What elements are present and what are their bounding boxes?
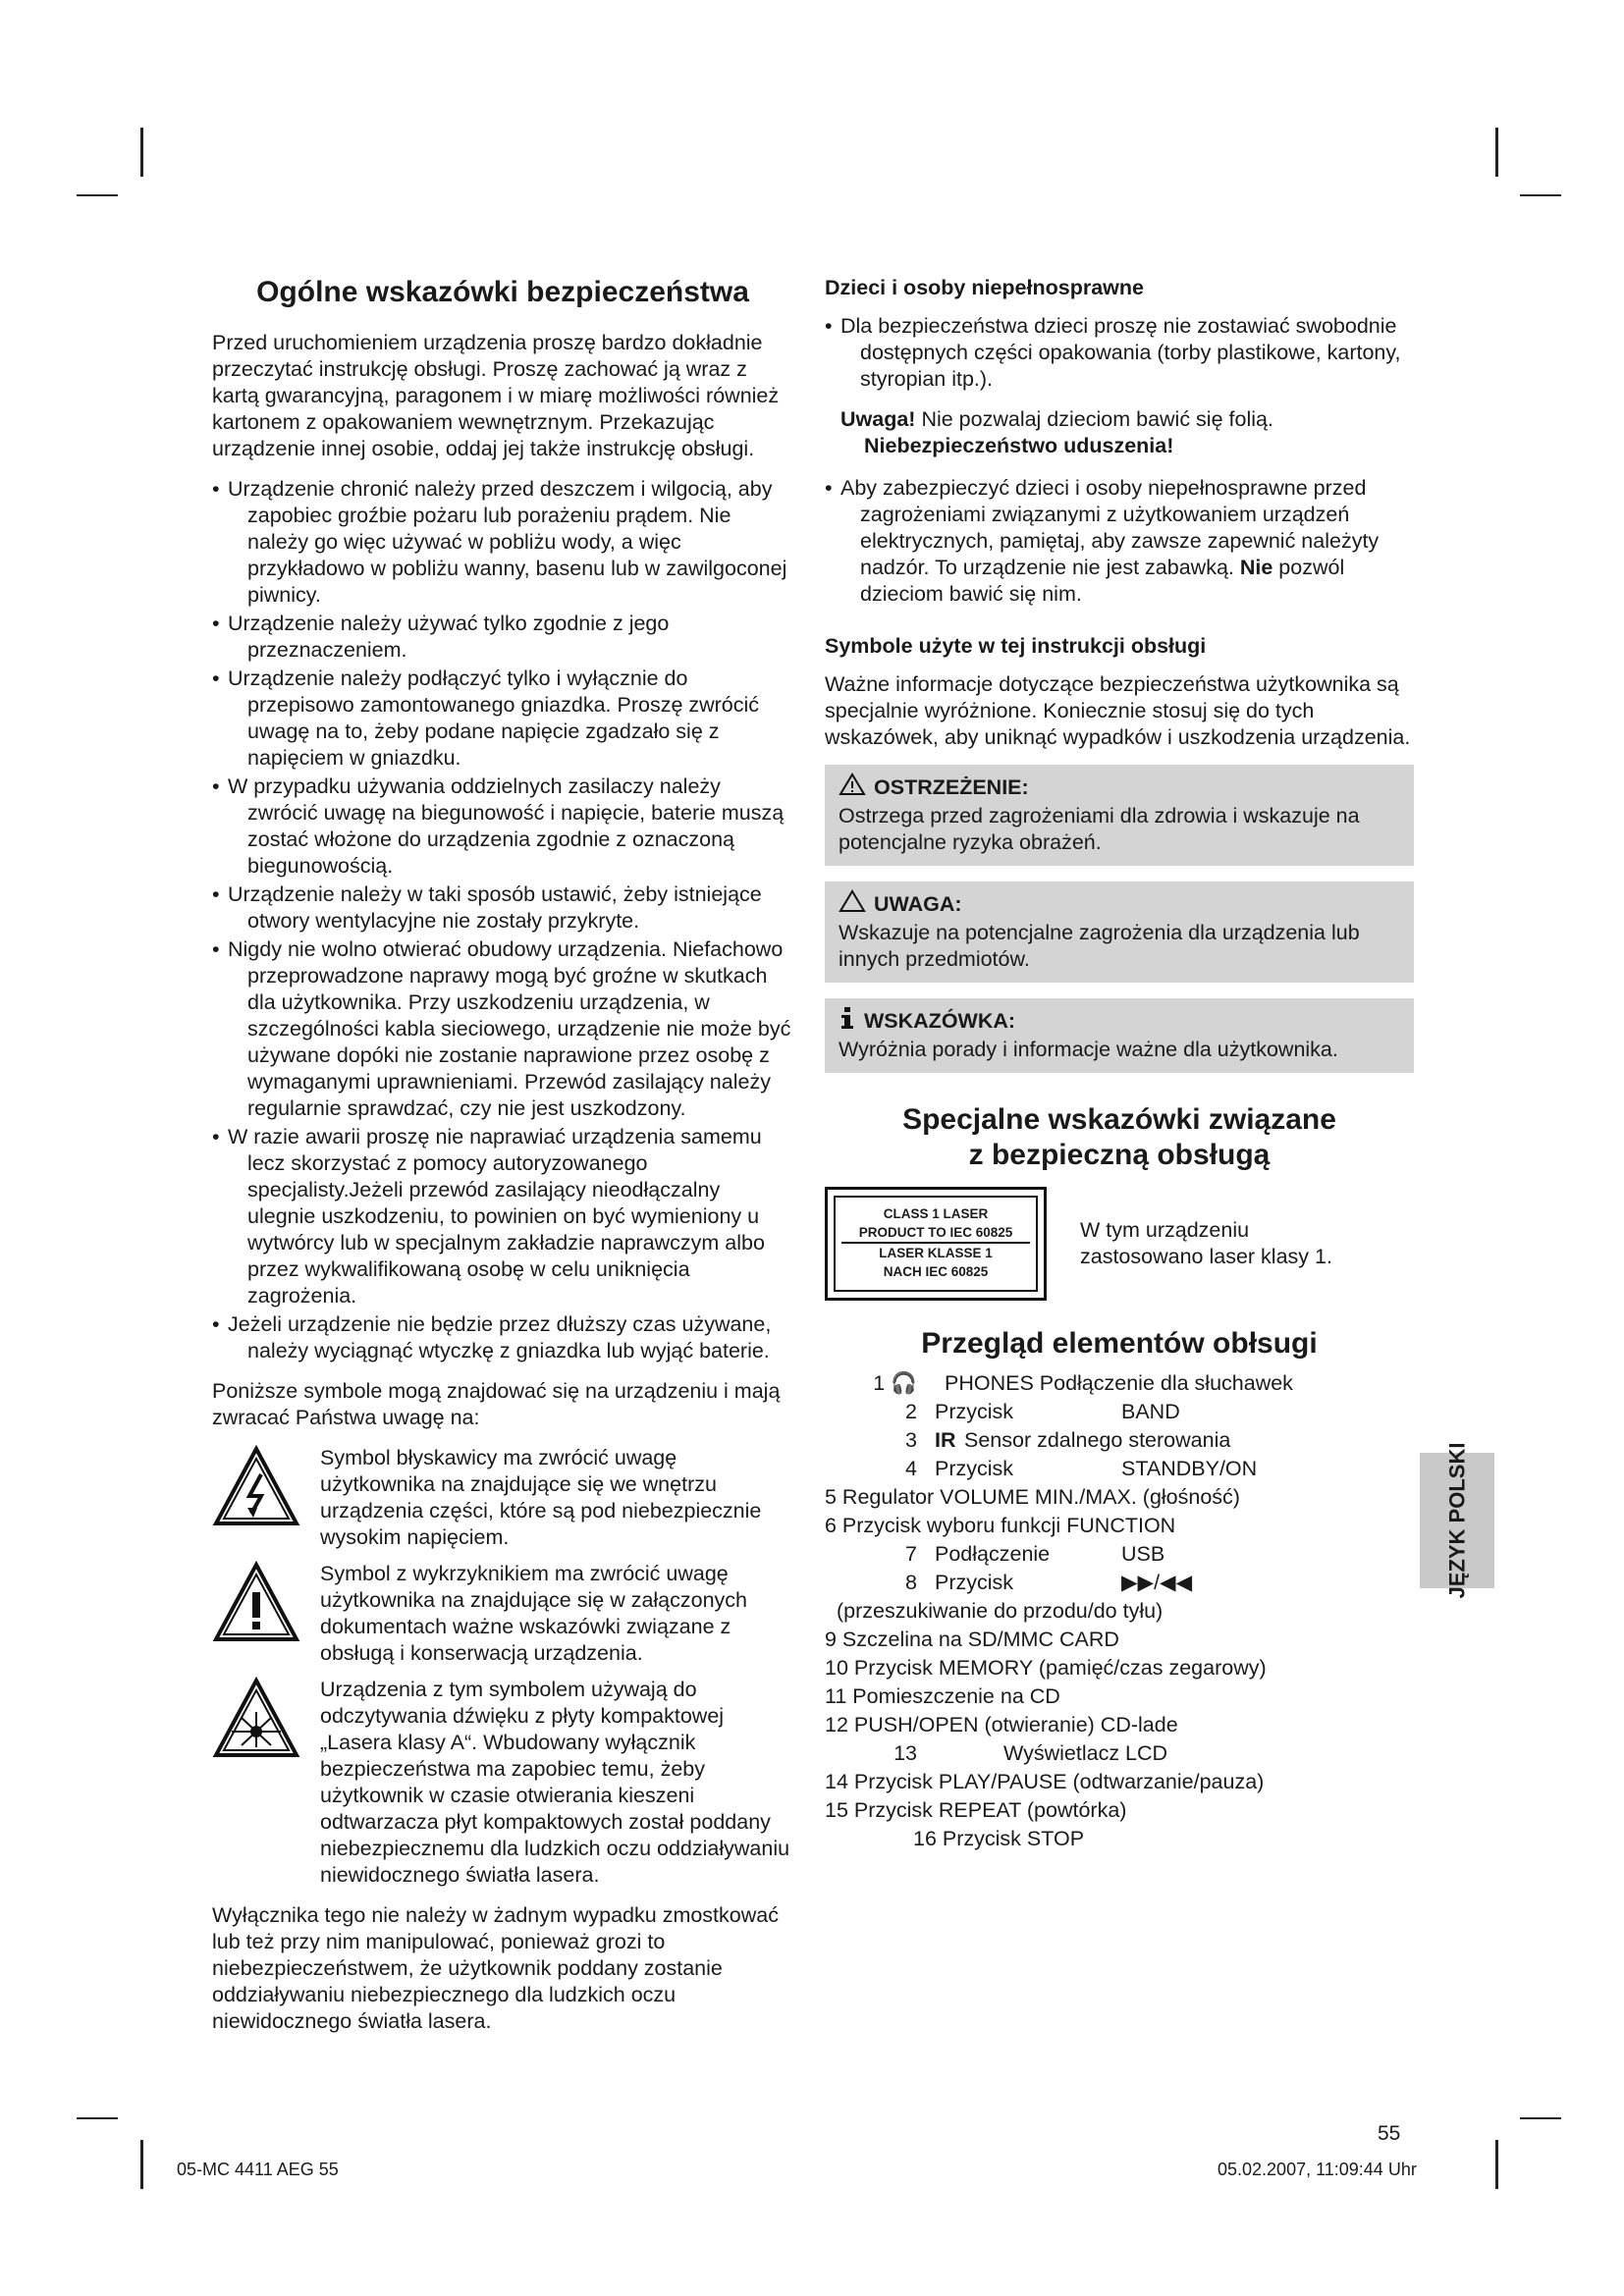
crop-mark [77,2117,118,2119]
crop-mark [77,194,118,196]
children-section-title: Dzieci i osoby niepełnosprawne [825,276,1144,299]
info-icon [839,1006,856,1037]
list-item: 9 Szczelina na SD/MMC CARD [825,1628,1119,1651]
list-item: 11 Pomieszczenie na CD [825,1684,1060,1708]
list-item: 12 PUSH/OPEN (otwieranie) CD-lade [825,1713,1178,1736]
control-number: 13 [893,1741,917,1765]
list-item: • Nigdy nie wolno otwierać obudowy urządzenia. Niefachowo przeprowadzone naprawy mogą być groźne w skutkach dla użytkownika. Przy uszkodzeniu urządzenia, w szczególności kabla sieciowego, urządzenie nie może być używane dopóki nie zostanie naprawione przez osobę z wymaganymi uprawnieniami. Przewód zasilający należy regularnie sprawdzać, czy nie jest uszkodzony. [212,936,793,1122]
bullet-end: pozwól dzieciom bawić się nim. [860,556,1345,606]
box-text: Wskazuje na potencjalne zagrożenia dla urządzenia lub innych przedmiotów. [839,921,1360,971]
list-item: 16 Przycisk STOP [913,1827,1085,1850]
page-number: 55 [1378,2122,1401,2145]
lightning-warning-icon [212,1445,300,1527]
list-item: • Dla bezpieczeństwa dzieci proszę nie zostawiać swobodnie dostępnych części opakowania (torby plastikowe, kartony, styropian itp.). [825,313,1414,393]
control-desc: USB [1121,1542,1165,1566]
list-item [825,1426,1414,1455]
bullet-text: Aby zabezpieczyć dzieci i osoby niepełnosprawne przed zagrożeniami związanymi z użytkowaniem urządzeń elektrycznych, pamiętaj, aby zawsze zapewnić należyty nadzór. To urządzenie nie jest zabawką. [840,476,1380,579]
symbol-description: Urządzenia z tym symbolem używają do odczytywania dźwięku z płyty kompaktowej „Lasera klasy A“. Wbudowany wyłącznik bezpieczeństwa ma zapobiec temu, żeby użytkownik w czasie otwierania kieszeni odtwarzacza płyt kompaktowych został poddany niebezpiecznemu dla ludzkich oczu oddziaływaniu niewidocznego światła lasera. [320,1678,790,1887]
symbol-row-exclamation [212,1561,793,1667]
list-item: • Jeżeli urządzenie nie będzie przez dłuższy czas używane, należy wyciągnąć wtyczkę z gniazdka lub wyjąć baterie. [212,1311,793,1364]
list-item: 10 Przycisk MEMORY (pamięć/czas zegarowy) [825,1656,1267,1680]
list-item: 15 Przycisk REPEAT (powtórka) [825,1798,1127,1822]
list-item: 6 Przycisk wyboru funkcji FUNCTION [825,1514,1176,1537]
box-title: WSKAZÓWKA: [864,1009,1016,1033]
language-tab [1420,1442,1494,1599]
list-item: • Urządzenie chronić należy przed deszczem i wilgocią, aby zapobiec groźbie pożaru lub porażeniu prądem. Nie należy go więc używać w pobliżu wody, a więc przykładowo w pobliżu wanny, basenu lub w zawilgoconej piwnicy. [212,476,793,609]
control-label: Przycisk [935,1400,1014,1423]
symbol-row-laser [212,1677,793,1889]
laser-label-line: CLASS 1 LASER [883,1206,989,1221]
footer-left: 05-MC 4411 AEG 55 [177,2160,339,2179]
box-text: Ostrzega przed zagrożeniami dla zdrowia i wskazuje na potencjalne ryzyka obrażeń. [839,804,1360,854]
control-label: Przycisk [935,1457,1014,1480]
symbol-row-lightning [212,1445,793,1551]
control-label: IR [935,1428,956,1452]
special-title-line2: z bezpieczną obsługą [968,1139,1271,1171]
warning-danger: Niebezpieczeństwo uduszenia! [864,434,1174,457]
list-item: 5 Regulator VOLUME MIN./MAX. (głośność) [825,1485,1240,1509]
laser-class-text: W tym urządzeniu zastosowano laser klasy 1. [1080,1218,1332,1268]
crop-mark [140,128,143,177]
list-item [825,1455,1414,1483]
warning-label: Uwaga! [840,407,916,431]
caution-triangle-icon [839,889,866,920]
box-title: UWAGA: [874,892,962,916]
special-safety-title [825,1102,1414,1173]
language-label: JĘZYK POLSKI [1444,1442,1470,1599]
laser-label-line: PRODUCT TO IEC 60825 [841,1223,1030,1244]
caution-box [825,881,1414,983]
symbols-intro: Poniższe symbole mogą znajdować się na urządzeniu i mają zwracać Państwa uwagę na: [212,1379,781,1429]
symbols-paragraph: Ważne informacje dotyczące bezpieczeństwa użytkownika są specjalnie wyróżnione. Koniecznie stosuj się do tych wskazówek, aby uniknąć wypadków i uszkodzenia urządzenia. [825,672,1411,749]
control-desc: Wyświetlacz LCD [1003,1741,1168,1765]
crop-mark [1520,2117,1561,2119]
crop-mark [1495,128,1498,177]
left-column [212,275,793,2049]
list-item: • W przypadku używania oddzielnych zasilaczy należy zwrócić uwagę na biegunowość i napięcie, baterie muszą zostać włożone do urządzenia zgodnie z oznaczoną biegunowością. [212,774,793,880]
symbols-section-title: Symbole użyte w tej instrukcji obsługi [825,634,1207,658]
list-item: • Urządzenie należy używać tylko zgodnie z jego przeznaczeniem. [212,611,793,664]
footer-right: 05.02.2007, 11:09:44 Uhr [1218,2160,1417,2179]
warning-triangle-icon [839,773,866,803]
control-desc: BAND [1121,1400,1180,1423]
exclamation-warning-icon [212,1561,300,1643]
control-label: Przycisk [935,1571,1014,1594]
list-item: 14 Przycisk PLAY/PAUSE (odtwarzanie/pauza) [825,1770,1265,1793]
control-number: 7 [905,1542,917,1566]
list-item: (przeszukiwanie do przodu/do tyłu) [837,1599,1164,1623]
list-item: • Urządzenie należy w taki sposób ustawić, żeby istniejące otwory wentylacyjne nie zostały przykryte. [212,881,793,934]
general-safety-title: Ogólne wskazówki bezpieczeństwa [256,276,749,308]
suffocation-warning [825,406,1414,459]
warning-text: Nie pozwalaj dzieciom bawić się folią. [915,407,1273,431]
box-title: OSTRZEŻENIE: [874,775,1029,799]
list-item [825,1540,1414,1569]
bullet-bold: Nie [1239,556,1273,579]
children-bullet-list [825,313,1414,393]
control-number: 4 [905,1457,917,1480]
crop-mark [1495,2140,1498,2189]
controls-title: Przegląd elementów obłsugi [921,1327,1318,1360]
list-item [825,1569,1414,1597]
safety-bullet-list [212,476,793,1364]
special-title-line1: Specjalne wskazówki związane [902,1103,1336,1136]
control-label: Podłączenie [935,1542,1051,1566]
control-number: 3 [905,1428,917,1452]
laser-warning-icon [212,1677,300,1759]
symbol-description: Symbol błyskawicy ma zwrócić uwagę użytkownika na znajdujące się we wnętrzu urządzenia części, które są pod niebezpiecznie wysokim napięciem. [320,1446,762,1549]
list-item [825,475,1414,608]
control-number: 1 🎧 [873,1371,917,1395]
controls-list [825,1369,1414,1853]
list-item: • W razie awarii proszę nie naprawiać urządzenia samemu lecz skorzystać z pomocy autoryzowanego specjalisty.Jeżeli przewód zasilający nieodłączalny ulegnie uszkodzeniu, to powinien on być wymieniony u wytwórcy lub w specjalnym zakładzie naprawczym albo przez wykwalifikowaną osobę w celu uniknięcia zagrożenia. [212,1124,793,1309]
crop-mark [1520,194,1561,196]
list-item [825,1369,1414,1398]
control-desc: Sensor zdalnego sterowania [964,1428,1231,1452]
list-item: • Urządzenie należy podłączyć tylko i wyłącznie do przepisowo zamontowanego gniazdka. Proszę zwrócić uwagę na to, żeby podane napięcie zgadzało się z napięciem w gniazdku. [212,666,793,772]
list-item [825,1398,1414,1426]
closing-paragraph: Wyłącznika tego nie należy w żadnym wypadku zmostkować lub też przy nim manipulować, ponieważ grozi to niebezpieczeństwem, że użytkownik poddany zostanie oddziaływaniu niebezpiecznego dla ludzkich oczu niewidocznego światła lasera. [212,1903,779,2033]
laser-class-label [825,1187,1047,1301]
right-column [825,275,1414,1853]
warning-box [825,765,1414,866]
box-text: Wyróżnia porady i informacje ważne dla użytkownika. [839,1038,1338,1061]
list-item [825,1739,1414,1768]
control-number: 2 [905,1400,917,1423]
laser-class-row [825,1187,1414,1301]
symbol-description: Symbol z wykrzyknikiem ma zwrócić uwagę użytkownika na znajdujące się w załączonych dokumentach ważne wskazówki związane z obsługą i konserwacją urządzenia. [320,1562,748,1665]
control-desc: STANDBY/ON [1121,1457,1258,1480]
intro-paragraph: Przed uruchomieniem urządzenia proszę bardzo dokładnie przeczytać instrukcję obsługi. Proszę zachować ją wraz z kartą gwarancyjną, paragonem i w miarę możliwości również kartonem z opakowaniem wewnętrznym. Przekazując urządzenie innej osobie, oddaj jej także instrukcję obsługi. [212,331,780,460]
laser-label-line: NACH IEC 60825 [883,1264,989,1279]
laser-label-line: LASER KLASSE 1 [879,1246,993,1260]
crop-mark [140,2140,143,2189]
supervision-bullet-list [825,475,1414,608]
control-desc: ▶▶/◀◀ [1121,1571,1193,1594]
control-number: 8 [905,1571,917,1594]
hint-box [825,998,1414,1073]
control-desc: PHONES Podłączenie dla słuchawek [945,1371,1293,1395]
